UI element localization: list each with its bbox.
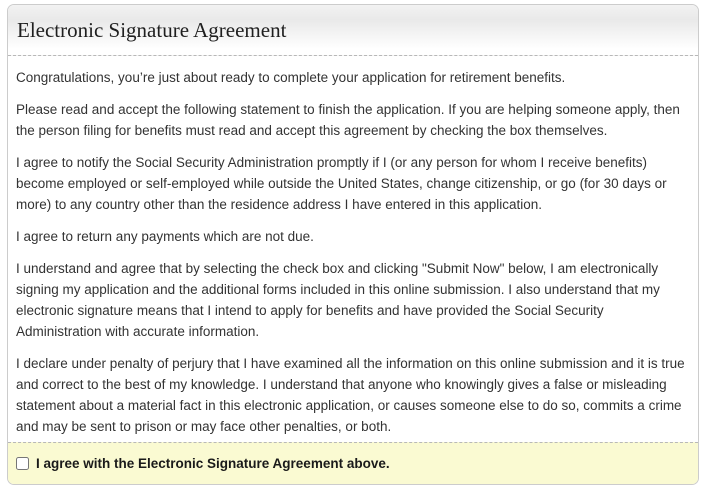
paragraph-congratulations: Congratulations, you’re just about ready to complete your application for retirement benefits. xyxy=(16,70,566,85)
agreement-text-body xyxy=(8,67,698,437)
agree-checkbox-label[interactable]: I agree with the Electronic Signature Agreement above. xyxy=(36,456,390,471)
paragraph-electronic-signing: I understand and agree that by selecting the check box and clicking "Submit Now" below, I am electronically signing my application and the additional forms included in this online submission. I also understand that my electronic signature means that I intend to apply for benefits and have provided the Social Security Administration with accurate information. xyxy=(16,261,660,339)
agreement-checkbox-row xyxy=(8,442,698,484)
page-title: Electronic Signature Agreement xyxy=(17,18,287,42)
paragraph-notify-ssa: I agree to notify the Social Security Administration promptly if I (or any person for whom I receive benefits) become employed or self-employed while outside the United States, change citizenship, or go (for 30 days or more) to any country other than the residence address I have entered in this application. xyxy=(16,155,667,212)
paragraph-penalty-of-perjury: I declare under penalty of perjury that I have examined all the information on this online submission and it is true and correct to the best of my knowledge. I understand that anyone who knowingly gives a false or misleading statement about a material fact in this electronic application, or causes someone else to do so, commits a crime and may be sent to prison or may face other penalties, or both. xyxy=(16,356,685,434)
agree-checkbox[interactable] xyxy=(16,457,29,470)
paragraph-read-and-accept: Please read and accept the following statement to finish the application. If you are helping someone apply, then the person filing for benefits must read and accept this agreement by checking the box themselves. xyxy=(16,102,680,138)
electronic-signature-agreement-panel xyxy=(7,4,699,485)
panel-header xyxy=(8,5,698,56)
paragraph-return-payments: I agree to return any payments which are not due. xyxy=(16,229,314,244)
